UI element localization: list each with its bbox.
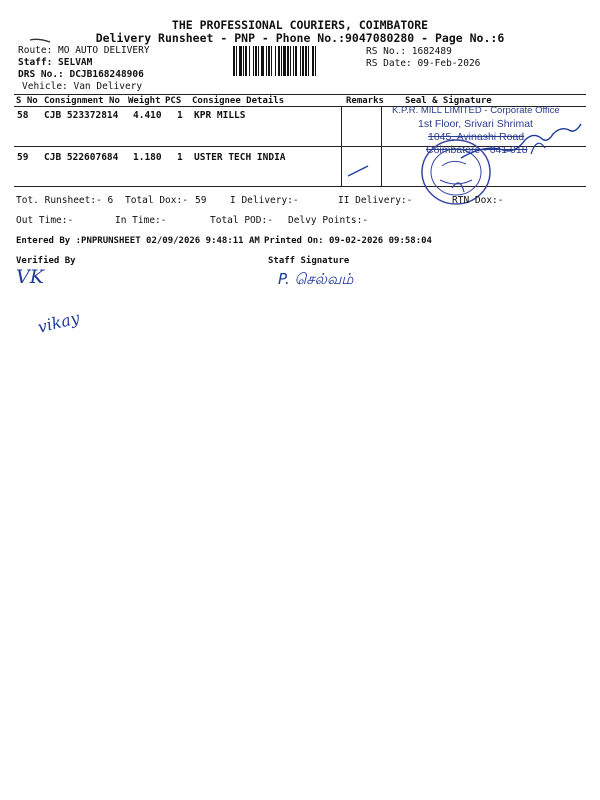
stamp-line-4: Coimbatore - 641 018 xyxy=(426,144,528,156)
rs-no-text: RS No.: 1682489 xyxy=(366,46,452,57)
verified-initials: VK xyxy=(16,266,44,288)
table-row-2-sno: 59 xyxy=(17,152,29,163)
barcode-bar xyxy=(283,46,286,76)
barcode-bar xyxy=(293,46,294,76)
barcode-bar xyxy=(287,46,289,76)
stamp-line-2: 1st Floor, Srivari Shrimat xyxy=(418,118,533,130)
consignee-signature-icon xyxy=(455,114,585,170)
col-sno-header: S No xyxy=(16,96,38,106)
staff-signature-text: P. செல்வம் xyxy=(278,270,354,288)
barcode-bar xyxy=(295,46,297,76)
barcode-bar xyxy=(249,46,250,76)
barcode-bar xyxy=(239,46,242,76)
company-title: THE PROFESSIONAL COURIERS, COIMBATORE xyxy=(171,18,429,32)
barcode-bar xyxy=(305,46,307,76)
route-text: Route: MO AUTO DELIVERY xyxy=(18,45,150,56)
in-time-label: In Time:- xyxy=(115,215,167,226)
barcode xyxy=(233,46,361,76)
remarks-left-border xyxy=(341,106,342,186)
total-dox-label: Total Dox:- xyxy=(125,195,188,206)
staff-text: Staff: SELVAM xyxy=(18,57,93,68)
remarks-tick-icon xyxy=(346,164,372,178)
barcode-bar xyxy=(268,46,270,76)
barcode-bar xyxy=(236,46,237,76)
table-row-1-consignment: CJB 523372814 xyxy=(44,110,119,121)
stamp-line-3: 1045, Avinashi Road xyxy=(428,131,525,143)
barcode-bar xyxy=(255,46,257,76)
total-runsheet: Tot. Runsheet:- 6 xyxy=(16,195,114,206)
barcode-bar xyxy=(261,46,264,76)
col-consignee-header: Consignee Details xyxy=(192,96,285,106)
col-remarks-header: Remarks xyxy=(346,96,384,106)
barcode-bar xyxy=(243,46,244,76)
col-consignment-header: Consignment No xyxy=(44,96,120,106)
barcode-bar xyxy=(308,46,309,76)
barcode-bar xyxy=(302,46,304,76)
barcode-bar xyxy=(315,46,316,76)
out-time-label: Out Time:- xyxy=(16,215,74,226)
stamp-line-1: K.P.R. MILL LIMITED - Corporate Office xyxy=(392,105,560,116)
ii-delivery-label: II Delivery:- xyxy=(338,195,413,206)
table-row-1-pcs: 1 xyxy=(177,110,183,121)
barcode-bar xyxy=(258,46,259,76)
barcode-bar xyxy=(245,46,247,76)
remarks-right-border xyxy=(381,106,382,186)
table-row-1-consignee: KPR MILLS xyxy=(194,110,246,121)
runsheet-subtitle: Delivery Runsheet - PNP - Phone No.:9047080280 - Page No.:6 xyxy=(95,31,505,45)
table-row-1-sno: 58 xyxy=(17,110,29,121)
col-pcs-header: PCS xyxy=(165,96,182,106)
total-pod-label: Total POD:- xyxy=(210,215,273,226)
barcode-bar xyxy=(253,46,254,76)
printed-on-text: Printed On: 09-02-2026 09:58:04 xyxy=(264,236,432,246)
rs-date-text: RS Date: 09-Feb-2026 xyxy=(366,58,481,69)
col-seal-header: Seal & Signature xyxy=(405,96,492,106)
table-row-2-weight: 1.180 xyxy=(133,152,162,163)
drs-text: DRS No.: DCJB168248906 xyxy=(18,69,144,80)
table-top-border xyxy=(14,94,586,95)
barcode-bar xyxy=(271,46,272,76)
vehicle-text: Vehicle: Van Delivery xyxy=(22,81,143,92)
handwritten-note: vikay xyxy=(35,308,82,337)
delvy-points-label: Delvy Points:- xyxy=(288,215,369,226)
verified-by-label: Verified By xyxy=(16,256,76,266)
barcode-bar xyxy=(233,46,235,76)
rtn-dox-label: RTN Dox:- xyxy=(452,195,504,206)
table-row-2-consignee: USTER TECH INDIA xyxy=(194,152,286,163)
barcode-bar xyxy=(300,46,301,76)
barcode-bar xyxy=(312,46,314,76)
table-row-2-consignment: CJB 522607684 xyxy=(44,152,119,163)
barcode-bar xyxy=(281,46,282,76)
entered-by-text: Entered By :PNPRUNSHEET 02/09/2026 9:48:11 AM xyxy=(16,236,260,246)
i-delivery-label: I Delivery:- xyxy=(230,195,299,206)
barcode-bar xyxy=(278,46,280,76)
table-bottom-border xyxy=(14,186,586,187)
total-dox-value: 59 xyxy=(195,195,207,206)
table-row-1-weight: 4.410 xyxy=(133,110,162,121)
barcode-bar xyxy=(266,46,267,76)
barcode-bar xyxy=(275,46,276,76)
col-weight-header: Weight xyxy=(128,96,161,106)
staff-signature-label: Staff Signature xyxy=(268,256,350,266)
barcode-bar xyxy=(290,46,291,76)
table-row-2-pcs: 1 xyxy=(177,152,183,163)
